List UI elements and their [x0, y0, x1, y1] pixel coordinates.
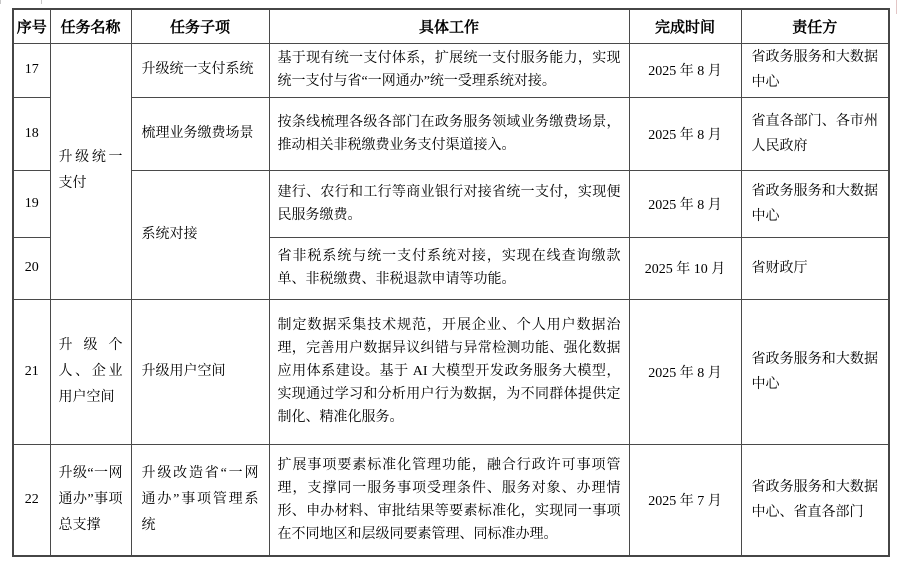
owner-cell: 省政务服务和大数据中心、省直各部门	[741, 444, 889, 556]
deadline-cell: 2025 年 8 月	[629, 170, 741, 237]
row-number-cell: 21	[13, 299, 50, 444]
table-row	[13, 299, 889, 444]
table-row	[13, 170, 889, 237]
owner-cell: 省政务服务和大数据中心	[741, 43, 889, 97]
deadline-cell: 2025 年 8 月	[629, 299, 741, 444]
header-cell-work: 具体工作	[269, 9, 629, 43]
deadline-cell: 2025 年 8 月	[629, 43, 741, 97]
task-subitem-cell: 升级用户空间	[131, 299, 269, 444]
owner-cell: 省政务服务和大数据中心	[741, 170, 889, 237]
row-number-cell: 17	[13, 43, 50, 97]
owner-cell: 省政务服务和大数据中心	[741, 299, 889, 444]
header-cell-no: 序号	[13, 9, 50, 43]
work-detail-cell: 制定数据采集技术规范，开展企业、个人用户数据治理，完善用户数据异议纠错与异常检测功能、强化数据应用体系建设。基于 AI 大模型开发政务服务大模型，实现通过学习和分析用户行为数据，为不同群体提供定制化、精准化服务。	[269, 299, 629, 444]
task-subitem-cell: 系统对接	[131, 170, 269, 299]
header-cell-sub: 任务子项	[131, 9, 269, 43]
header-cell-owner: 责任方	[741, 9, 889, 43]
page-edge-artifact	[896, 0, 897, 14]
table-row	[13, 444, 889, 556]
table-header-row	[13, 9, 889, 43]
header-cell-time: 完成时间	[629, 9, 741, 43]
task-name-cell: 升级个人、企业用户空间	[50, 299, 131, 444]
work-detail-cell: 建行、农行和工行等商业银行对接省统一支付，实现便民服务缴费。	[269, 170, 629, 237]
work-detail-cell: 基于现有统一支付体系，扩展统一支付服务能力，实现统一支付与省“一网通办”统一受理系统对接。	[269, 43, 629, 97]
task-subitem-cell: 梳理业务缴费场景	[131, 97, 269, 170]
owner-cell: 省直各部门、各市州人民政府	[741, 97, 889, 170]
deadline-cell: 2025 年 7 月	[629, 444, 741, 556]
page-edge-artifact	[0, 0, 42, 4]
row-number-cell: 20	[13, 237, 50, 299]
table-row	[13, 43, 889, 97]
owner-cell: 省财政厅	[741, 237, 889, 299]
task-subitem-cell: 升级改造省“一网通办”事项管理系统	[131, 444, 269, 556]
work-detail-cell: 省非税系统与统一支付系统对接，实现在线查询缴款单、非税缴费、非税退款申请等功能。	[269, 237, 629, 299]
task-name-cell: 升级“一网通办”事项总支撑	[50, 444, 131, 556]
row-number-cell: 19	[13, 170, 50, 237]
deadline-cell: 2025 年 10 月	[629, 237, 741, 299]
task-table	[12, 8, 890, 557]
table-row	[13, 97, 889, 170]
header-cell-name: 任务名称	[50, 9, 131, 43]
row-number-cell: 22	[13, 444, 50, 556]
work-detail-cell: 扩展事项要素标准化管理功能，融合行政许可事项管理，支撑同一服务事项受理条件、服务对象、办理情形、申办材料、审批结果等要素标准化，实现同一事项在不同地区和层级同要素管理、同标准办理。	[269, 444, 629, 556]
work-detail-cell: 按条线梳理各级各部门在政务服务领域业务缴费场景，推动相关非税缴费业务支付渠道接入。	[269, 97, 629, 170]
task-subitem-cell: 升级统一支付系统	[131, 43, 269, 97]
deadline-cell: 2025 年 8 月	[629, 97, 741, 170]
task-name-cell: 升级统一支付	[50, 43, 131, 299]
row-number-cell: 18	[13, 97, 50, 170]
